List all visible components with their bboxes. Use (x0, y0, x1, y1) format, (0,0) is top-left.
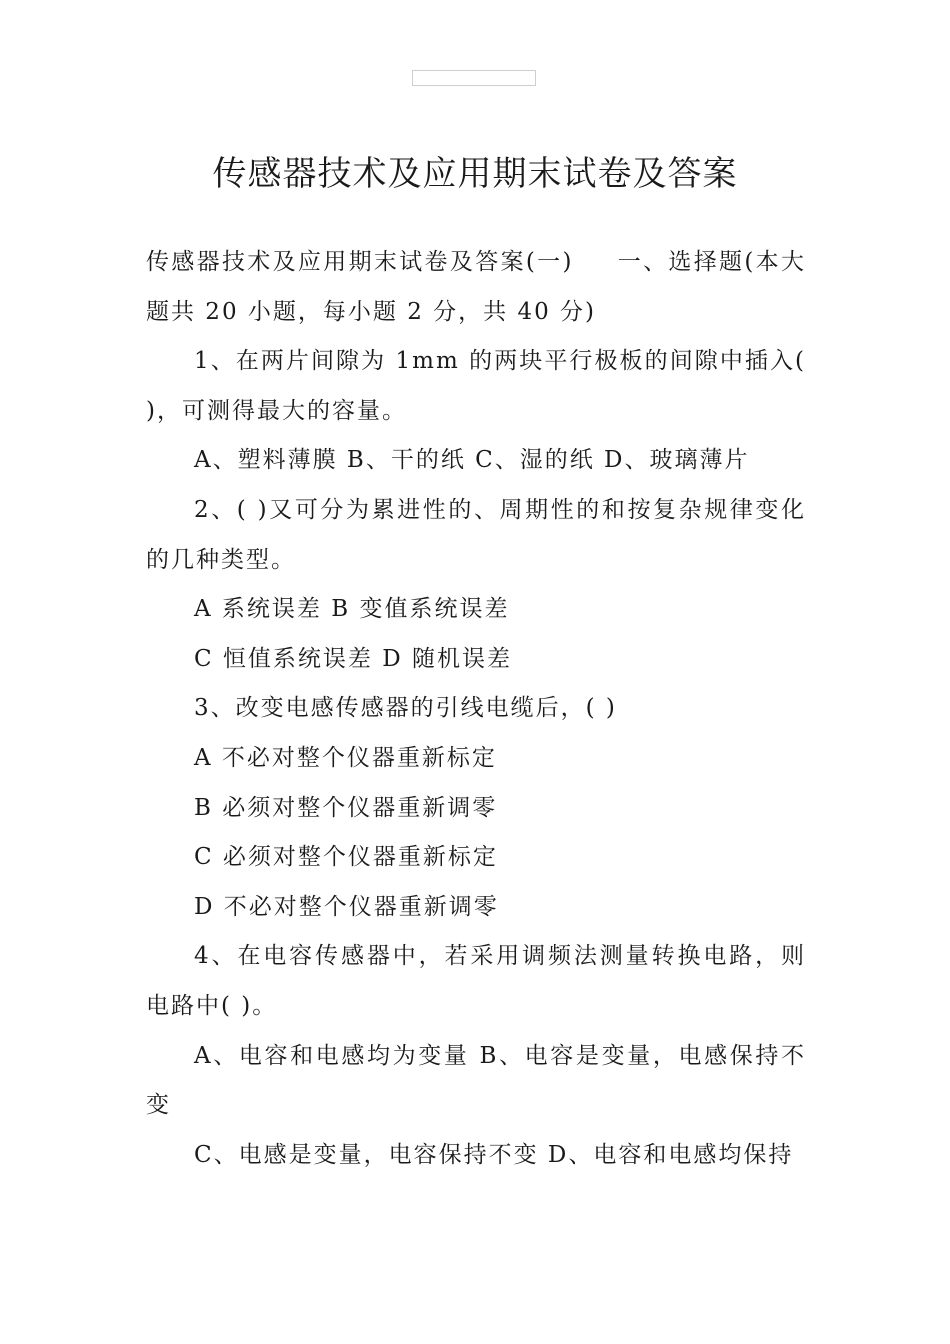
question-2: 2、( )又可分为累进性的、周期性的和按复杂规律变化的几种类型。 (146, 496, 806, 573)
question-4: 4、在电容传感器中，若采用调频法测量转换电路，则电路中( )。 (146, 943, 806, 1019)
question-2-options-ab: A 系统误差 B 变值系统误差 (194, 596, 510, 623)
page-header-box (412, 70, 536, 86)
question-3-option-d: D 不必对整个仪器重新调零 (194, 893, 499, 920)
question-4-options-ab: A、电容和电感均为变量 B、电容是变量，电感保持不变 (146, 1042, 806, 1119)
question-1-options: A、塑料薄膜 B、干的纸 C、湿的纸 D、玻璃薄片 (194, 447, 750, 474)
question-1: 1、在两片间隙为 1mm 的两块平行极板的间隙中插入( )，可测得最大的容量。 (146, 348, 806, 424)
intro-part-label: 传感器技术及应用期末试卷及答案(一) (146, 249, 574, 275)
question-2-options-cd: C 恒值系统误差 D 随机误差 (194, 645, 512, 672)
question-3: 3、改变电感传感器的引线电缆后，( ) (194, 695, 617, 722)
document-title: 传感器技术及应用期末试卷及答案 (212, 154, 738, 194)
question-3-option-b: B 必须对整个仪器重新调零 (194, 794, 498, 821)
document-body (146, 238, 806, 1180)
question-3-option-a: A 不必对整个仪器重新标定 (194, 744, 497, 771)
question-4-options-cd: C、电感是变量，电容保持不变 D、电容和电感均保持 (194, 1141, 794, 1168)
question-3-option-c: C 必须对整个仪器重新标定 (194, 844, 498, 871)
intro-paragraph (146, 238, 806, 337)
section-heading: 一、选择题(本大题共 20 小题，每小题 2 分，共 40 分) (146, 249, 806, 325)
